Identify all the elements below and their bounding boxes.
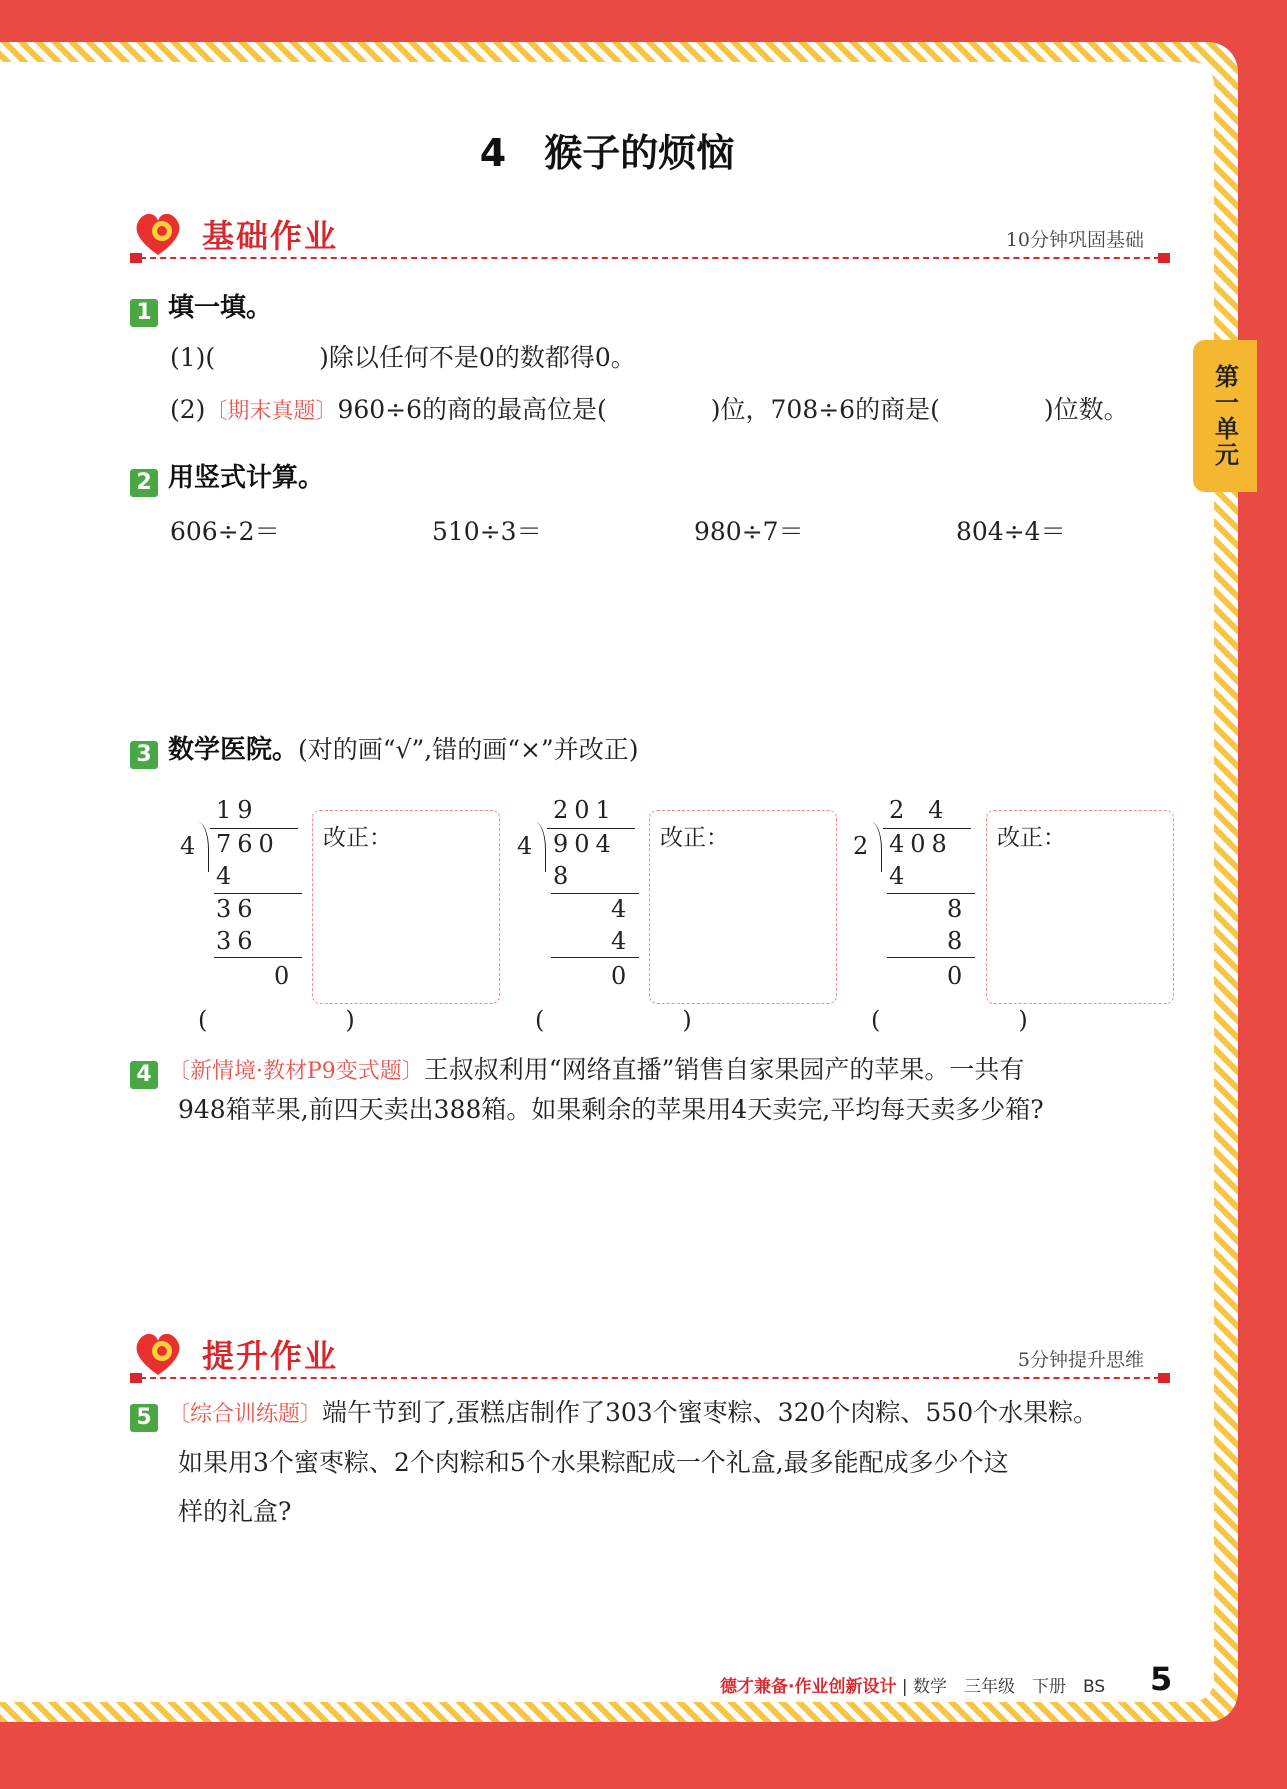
dividend: 760: [216, 830, 280, 858]
division-bracket: [871, 822, 882, 872]
section-basic-subtitle: 10分钟巩固基础: [1005, 229, 1144, 251]
correction-label: 改正：: [323, 825, 392, 851]
question-5-line-3: 样的礼盒?: [178, 1497, 292, 1526]
footer-brand: 德才兼备·作业创新设计: [720, 1677, 897, 1697]
step-line: 36: [216, 927, 259, 955]
step-line: 8: [553, 862, 575, 890]
section-advanced-header: [130, 1325, 1170, 1385]
page-title: 4 猴子的烦恼: [479, 131, 735, 175]
q1-part2-text-a: (2): [170, 395, 206, 424]
question-5-line-2: 如果用3个蜜枣粽、2个肉粽和5个水果粽配成一个礼盒,最多能配成多少个这: [178, 1447, 1009, 1477]
divisor: 4: [517, 832, 533, 860]
section-basic-title: 基础作业: [202, 217, 339, 255]
question-4-line-2: 948箱苹果,前四天卖出388箱。如果剩余的苹果用4天卖完,平均每天卖多少箱?: [178, 1095, 1044, 1124]
section-divider: [130, 257, 1170, 259]
question-4: [130, 1050, 1170, 1130]
correction-box-1[interactable]: [312, 810, 500, 1004]
divisor: 4: [180, 832, 196, 860]
page-number: 5: [1150, 1660, 1173, 1698]
step-line: 4: [611, 895, 633, 923]
correction-box-2[interactable]: [649, 810, 837, 1004]
question-4-tag: 〔新情境·教材P9变式题〕: [168, 1059, 424, 1084]
footer-info: | 数学 三年级 下册 BS: [901, 1677, 1106, 1697]
footer: [720, 1672, 1105, 1697]
step-line: 8: [947, 895, 969, 923]
dividend: 408: [889, 830, 953, 858]
question-4-badge: 4: [130, 1061, 158, 1089]
step-bar: [887, 957, 975, 958]
step-line: 0: [947, 962, 969, 990]
unit-tab: 第一单元: [1193, 340, 1257, 492]
step-line: 0: [611, 962, 633, 990]
section-advanced-title: 提升作业: [202, 1337, 339, 1375]
judge-answer-parens[interactable]: ( ): [871, 1006, 1058, 1034]
q1-part2-text-c: )位，708÷6的商是(: [710, 395, 940, 424]
expression-1: 606÷2＝: [170, 517, 280, 546]
q1-part1-text-b: )除以任何不是0的数都得0。: [319, 343, 636, 372]
dividend: 904: [553, 830, 617, 858]
question-4-line-1: 王叔叔利用“网络直播”销售自家果园产的苹果。一共有: [423, 1055, 1025, 1084]
step-line: 8: [947, 927, 969, 955]
section-basic-header: [130, 205, 1170, 265]
step-line: 4: [889, 862, 911, 890]
question-1-part-1: [170, 338, 636, 378]
step-bar: [551, 957, 639, 958]
question-3-badge: 3: [130, 741, 158, 769]
correction-label: 改正：: [660, 825, 729, 851]
step-line: 4: [611, 927, 633, 955]
correction-label: 改正：: [997, 825, 1066, 851]
question-1-part-2: [170, 390, 1129, 430]
question-2-badge: 2: [130, 469, 158, 497]
judge-answer-parens[interactable]: ( ): [535, 1006, 722, 1034]
question-3-title: 数学医院。: [168, 735, 299, 765]
q1-part2-text-d: )位数。: [1043, 395, 1129, 424]
step-bar: [214, 957, 302, 958]
question-5-badge: 5: [130, 1404, 158, 1432]
question-2-title-row: [130, 458, 324, 500]
step-line: 0: [274, 962, 296, 990]
section-divider: [130, 1377, 1170, 1379]
q1-part1-text-a: (1)(: [170, 343, 216, 372]
question-5-tag: 〔综合训练题〕: [168, 1402, 323, 1427]
question-5: [130, 1388, 1180, 1537]
step-line: 4: [216, 862, 238, 890]
question-1-badge: 1: [130, 299, 158, 327]
expression-2: 510÷3＝: [432, 517, 542, 546]
quotient: 201: [553, 796, 617, 824]
quotient: 19: [216, 796, 259, 824]
q1-part2-text-b: 960÷6的商的最高位是(: [337, 395, 607, 424]
quotient: 2 4: [889, 796, 944, 824]
expression-3: 980÷7＝: [694, 517, 804, 546]
judge-answer-parens[interactable]: ( ): [198, 1006, 385, 1034]
question-3-title-row: [130, 730, 638, 772]
division-bracket: [198, 822, 209, 872]
question-2-title: 用竖式计算。: [168, 463, 325, 493]
question-1-title: 填一填。: [168, 293, 273, 323]
step-line: 36: [216, 895, 259, 923]
question-1-title-row: [130, 288, 272, 330]
section-advanced-subtitle: 5分钟提升思维: [1017, 1349, 1144, 1371]
q1-part2-tag: 〔期末真题〕: [205, 399, 338, 424]
question-5-line-1: 端午节到了,蛋糕店制作了303个蜜枣粽、320个肉粽、550个水果粽。: [322, 1398, 1099, 1427]
division-bracket: [535, 822, 546, 872]
question-3-hint: (对的画“√”,错的画“×”并改正): [298, 735, 639, 764]
divisor: 2: [853, 832, 869, 860]
correction-box-3[interactable]: [986, 810, 1174, 1004]
expression-4: 804÷4＝: [956, 517, 1066, 546]
